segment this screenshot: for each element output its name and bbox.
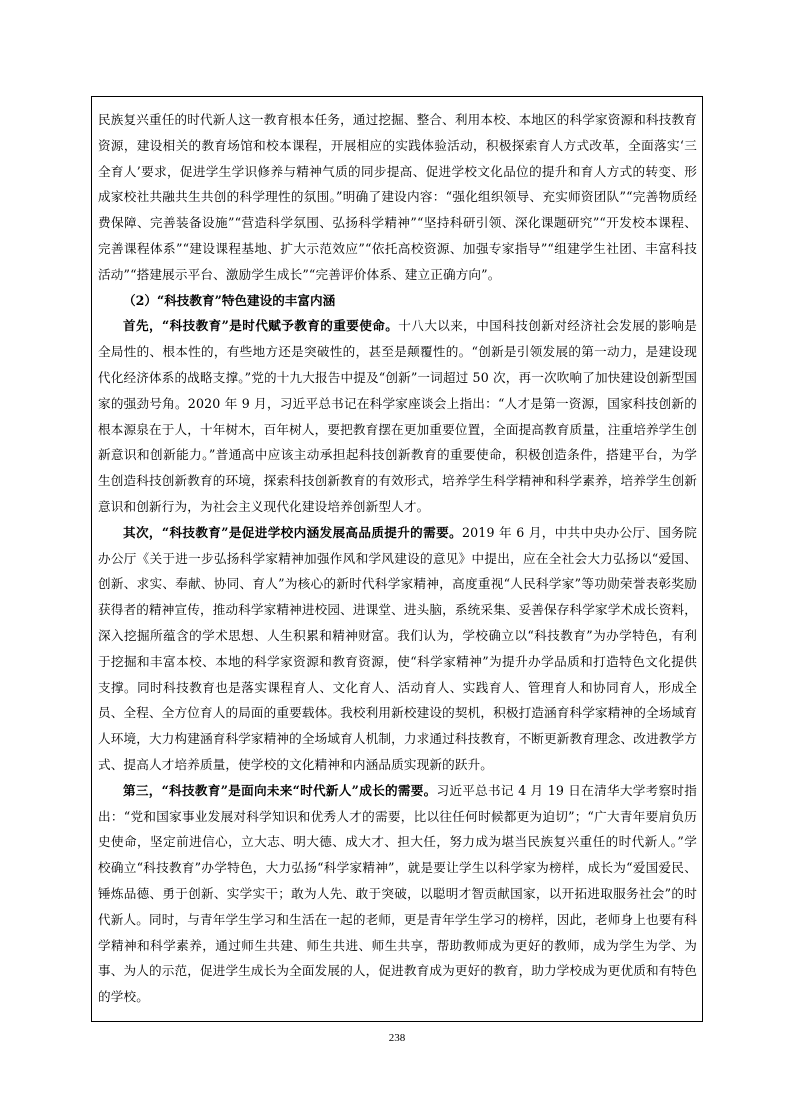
page-number: 238 [388, 1032, 406, 1044]
content-box [91, 96, 703, 1022]
paragraph-lead: 第三，“科技教育”是面向未来“时代新人”成长的需要。 [123, 782, 437, 798]
paragraph-third [98, 778, 697, 1010]
paragraph-lead: 其次，“科技教育”是促进学校内涵发展高品质提升的需要。 [123, 524, 462, 540]
paragraph-continued: 民族复兴重任的时代新人这一教育根本任务，通过挖掘、整合、利用本校、本地区的科学家资源和科技教育资源，建设相关的教育场馆和校本课程，开展相应的实践体验活动，积极探索育人方式改革，全面落实‘三全育人’要求，促进学生学识修养与精神气质的同步提高、促进学校文化品位的提升和育人方式的转变、形成家校社共融共生共创的科学理性的氛围。”明确了建设内容：“强化组织领导、充实师资团队”“完善物质经费保障、完善装备设施”“营造科学氛围、弘扬科学精神”“坚持科研引领、深化课题研究”“开发校本课程、完善课程体系”“建设课程基地、扩大示范效应”“依托高校资源、加强专家指导”“组建学生社团、丰富科技活动”“搭建展示平台、激励学生成长”“完善评价体系、建立正确方向”。 [98, 112, 697, 282]
paragraph-body: 2019 年 6 月，中共中央办公厅、国务院办公厅《关于进一步弘扬科学家精神加强作风和学风建设的意见》中提出，应在全社会大力弘扬以“爱国、创新、求实、奉献、协同、育人”为核心的新时代科学家精神，高度重视“人民科学家”等功勋荣誉表彰奖励获得者的精神宣传，推动科学家精神进校园、进课堂、进头脑，系统采集、妥善保存科学家学术成长资料，深入挖掘所蕴含的学术思想、人生积累和精神财富。我们认为，学校确立以“科技教育”为办学特色，有利于挖掘和丰富本校、本地的科学家资源和教育资源，使“科学家精神”为提升办学品质和打造特色文化提供支撑。同时科技教育也是落实课程育人、文化育人、活动育人、实践育人、管理育人和协同育人，形成全员、全程、全方位育人的局面的重要载体。我校利用新校建设的契机，积极打造涵育科学家精神的全场域育人环境，大力构建涵育科学家精神的全场域育人机制，力求通过科技教育，不断更新教育理念、改进教学方式、提高人才培养质量，使学校的文化精神和内涵品质实现新的跃升。 [98, 524, 697, 772]
paragraph-body: 十八大以来，中国科技创新对经济社会发展的影响是全局性的、根本性的，有些地方还是突破性的，甚至是颠覆性的。“创新是引领发展的第一动力，是建设现代化经济体系的战略支撑。”党的十九大报告中提及“创新”一词超过 50 次，再一次吹响了加快建设创新型国家的强劲号角。2020 年 9 月，习近平总书记在科学家座谈会上指出：“人才是第一资源，国家科技创新的根本源泉在于人，十年树木，百年树人，要把教育摆在更加重要位置，全面提高教育质量，注重培养学生创新意识和创新能力。”普通高中应该主动承担起科技创新教育的重要使命，积极创造条件，搭建平台，为学生创造科技创新教育的环境，探索科技创新教育的有效形式，培养学生科学精神和科学素养，培养学生创新意识和创新行为，为社会主义现代化建设培养创新型人才。 [98, 318, 697, 514]
paragraph-first [98, 313, 697, 519]
section-heading: （2）“科技教育”特色建设的丰富内涵 [123, 292, 336, 308]
paragraph-lead: 首先，“科技教育”是时代赋予教育的重要使命。 [123, 318, 399, 334]
paragraph-body: 习近平总书记 4 月 19 日在清华大学考察时指出：“党和国家事业发展对科学知识和优秀人才的需要，比以往任何时候都更为迫切”；“广大青年要肩负历史使命，坚定前进信心，立大志、明大德、成大才、担大任，努力成为堪当民族复兴重任的时代新人。”学校确立“科技教育”办学特色，大力弘扬“科学家精神”，就是要让学生以科学家为榜样，成长为“爱国爱民、锤炼品德、勇于创新、实学实干；敢为人先、敢于突破，以聪明才智贡献国家，以开拓进取服务社会”的时代新人。同时，与青年学生学习和生活在一起的老师，更是青年学生学习的榜样，因此，老师身上也要有科学精神和科学素养，通过师生共建、师生共进、师生共享，帮助教师成为更好的教师，成为学生为学、为事、为人的示范，促进学生成长为全面发展的人，促进教育成为更好的教育，助力学校成为更优质和有特色的学校。 [98, 782, 697, 1005]
paragraph-second [98, 520, 697, 778]
